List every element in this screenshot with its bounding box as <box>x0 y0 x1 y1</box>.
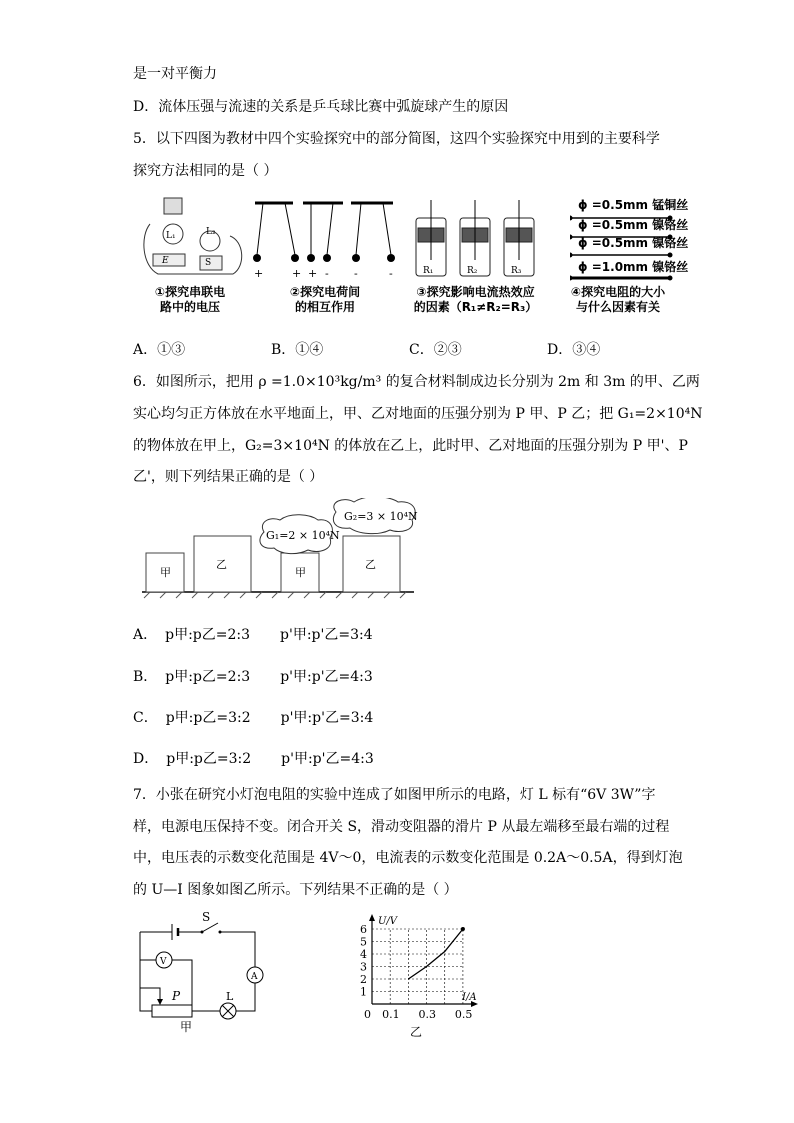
charge-6: - <box>389 267 393 280</box>
charge-5: - <box>354 267 358 280</box>
wire-2-spec: ϕ =0.5mm <box>578 218 649 232</box>
q5-stem-line2: 探究方法相同的是（ ） <box>133 163 278 179</box>
y-axis-label: U/V <box>378 916 398 927</box>
wire-3-name: 镍铬丝 <box>652 236 689 250</box>
s-label: S <box>205 258 212 268</box>
q5-option-d[interactable]: D．③④ <box>547 342 601 358</box>
y-tick-label: 4 <box>360 948 367 961</box>
wire-2 <box>578 216 688 233</box>
r2-label: R₂ <box>467 266 478 276</box>
wire-3 <box>578 234 688 251</box>
y-tick-label: 6 <box>360 923 367 936</box>
q6-c-ratio1: p甲:p乙=3:2 <box>165 710 251 726</box>
charged-balls-figure <box>253 200 403 280</box>
caption-2-line2: 的相互作用 <box>294 300 355 314</box>
q5-stem-line1: 5．以下四图为教材中四个实验探究中的部分简图，这四个实验探究中用到的主要科学 <box>133 131 660 147</box>
caption-2 <box>270 285 380 315</box>
circuit-caption: 甲 <box>180 1020 193 1033</box>
caption-1 <box>140 285 240 315</box>
charge-4: - <box>325 267 329 280</box>
q5-option-b[interactable]: B．①④ <box>271 342 324 358</box>
q7-circuit-figure <box>130 908 275 1033</box>
q6-a-ratio2: p'甲:p'乙=3:4 <box>280 627 373 643</box>
wire-4 <box>578 258 688 275</box>
graph-caption: 乙 <box>410 1025 423 1039</box>
continuation-text: 是一对平衡力 <box>133 66 217 82</box>
q6-stem-line1: 6．如图所示，把用 ρ =1.0×10³kg/m³ 的复合材料制成边长分别为 2m 和 3m 的甲、乙两 <box>133 374 700 390</box>
y-tick-label: 2 <box>360 973 367 986</box>
q5-option-c[interactable]: C．②③ <box>409 342 462 358</box>
switch-label: S <box>202 910 211 924</box>
block-yi-1: 乙 <box>216 558 227 571</box>
q6-c-ratio2: p'甲:p'乙=3:4 <box>280 710 374 726</box>
q6-d-ratio1: p甲:p乙=3:2 <box>166 751 252 767</box>
q6-option-a[interactable] <box>133 624 373 644</box>
l1-label: L₁ <box>166 231 176 241</box>
lamp-label: L <box>226 990 234 1003</box>
r3-label: R₃ <box>511 266 522 276</box>
caption-3-line1: ③探究影响电流热效应 <box>416 285 535 299</box>
wire-1-name: 锰铜丝 <box>652 198 689 212</box>
g2-label: G₂=3 × 10⁴N <box>344 510 418 523</box>
wire-4-spec: ϕ =1.0mm <box>578 260 649 274</box>
caption-3-line2: 的因素（R₁≠R₂=R₃） <box>413 300 538 314</box>
q6-c-letter: C． <box>133 710 158 726</box>
y-tick-label: 1 <box>360 985 367 999</box>
caption-4 <box>558 285 678 315</box>
l2-label: L₂ <box>206 227 216 237</box>
q6-d-letter: D． <box>133 751 159 767</box>
e-label: E <box>162 256 169 266</box>
wire-1 <box>578 196 688 213</box>
q6-stem-line4: 乙'，则下列结果正确的是（ ） <box>133 469 324 485</box>
q6-b-letter: B． <box>133 669 158 685</box>
ammeter-label: A <box>251 972 258 982</box>
q7-stem-line2: 样，电源电压保持不变。闭合开关 S，滑动变阻器的滑片 P 从最左端移至最右端的过程 <box>133 819 670 835</box>
block-jia-2: 甲 <box>295 566 306 579</box>
block-yi-2: 乙 <box>365 558 376 571</box>
x-tick-label: 0.1 <box>382 1008 400 1021</box>
x-tick-label: 0.5 <box>454 1008 473 1021</box>
wire-1-spec: ϕ =0.5mm <box>578 198 649 212</box>
caption-1-line1: ①探究串联电 <box>154 285 226 299</box>
q6-b-ratio2: p'甲:p'乙=4:3 <box>280 669 373 685</box>
q4-option-d: D．流体压强与流速的关系是乒乓球比赛中弧旋球产生的原因 <box>133 99 509 115</box>
caption-4-line2: 与什么因素有关 <box>575 300 660 314</box>
g1-label: G₁=2 × 10⁴N <box>266 529 340 542</box>
q6-stem-line3: 的物体放在甲上，G₂=3×10⁴N 的体放在乙上，此时甲、乙对地面的压强分别为 P 甲'、P <box>133 438 688 454</box>
q7-stem-line1: 7．小张在研究小灯泡电阻的实验中连成了如图甲所示的电路，灯 L 标有“6V 3W”字 <box>133 787 656 803</box>
q6-option-c[interactable] <box>133 707 373 727</box>
q6-a-letter: A． <box>133 627 158 643</box>
charge-2: + <box>292 267 302 280</box>
r1-label: R₁ <box>423 266 434 276</box>
y-tick-label: 3 <box>360 960 367 974</box>
x-axis-label: I/A <box>462 992 477 1003</box>
q6-blocks-figure <box>140 498 420 606</box>
caption-4-line1: ④探究电阻的大小 <box>570 285 666 299</box>
q5-figure <box>138 196 689 321</box>
charge-1: + <box>254 267 264 280</box>
block-jia-1: 甲 <box>160 566 171 579</box>
caption-1-line2: 路中的电压 <box>159 300 220 314</box>
q7-stem-line4: 的 U—I 图象如图乙所示。下列结果不正确的是（ ） <box>133 882 458 898</box>
graph-grid <box>372 929 463 1004</box>
q7-ui-graph <box>352 912 492 1040</box>
y-tick-label: 5 <box>360 935 367 949</box>
q6-option-b[interactable] <box>133 666 373 686</box>
x-tick-label: 0 <box>364 1008 371 1021</box>
curve-end-point <box>461 927 465 931</box>
caption-3 <box>403 285 548 315</box>
series-circuit-figure <box>138 196 248 281</box>
q6-option-d[interactable] <box>133 748 374 768</box>
charge-3: + <box>308 267 318 280</box>
wire-4-name: 镍铬丝 <box>652 260 689 274</box>
wire-2-name: 镍铬丝 <box>652 218 689 232</box>
q6-a-ratio1: p甲:p乙=2:3 <box>165 627 251 643</box>
heating-flasks-figure <box>408 200 543 280</box>
q6-stem-line2: 实心均匀正方体放在水平地面上，甲、乙对地面的压强分别为 P 甲、P 乙；把 G₁=2×10⁴N <box>133 406 703 422</box>
caption-2-line1: ②探究电荷间 <box>289 285 361 299</box>
q7-stem-line3: 中，电压表的示数变化范围是 4V～0，电流表的示数变化范围是 0.2A～0.5A，得到灯泡 <box>133 850 683 866</box>
q5-option-a[interactable]: A．①③ <box>133 342 186 358</box>
x-tick-label: 0.3 <box>418 1008 437 1021</box>
q6-d-ratio2: p'甲:p'乙=4:3 <box>281 751 374 767</box>
q6-b-ratio1: p甲:p乙=2:3 <box>165 669 251 685</box>
wire-3-spec: ϕ =0.5mm <box>578 236 649 250</box>
slider-label: P <box>172 989 181 1003</box>
voltmeter-label: V <box>160 957 167 967</box>
